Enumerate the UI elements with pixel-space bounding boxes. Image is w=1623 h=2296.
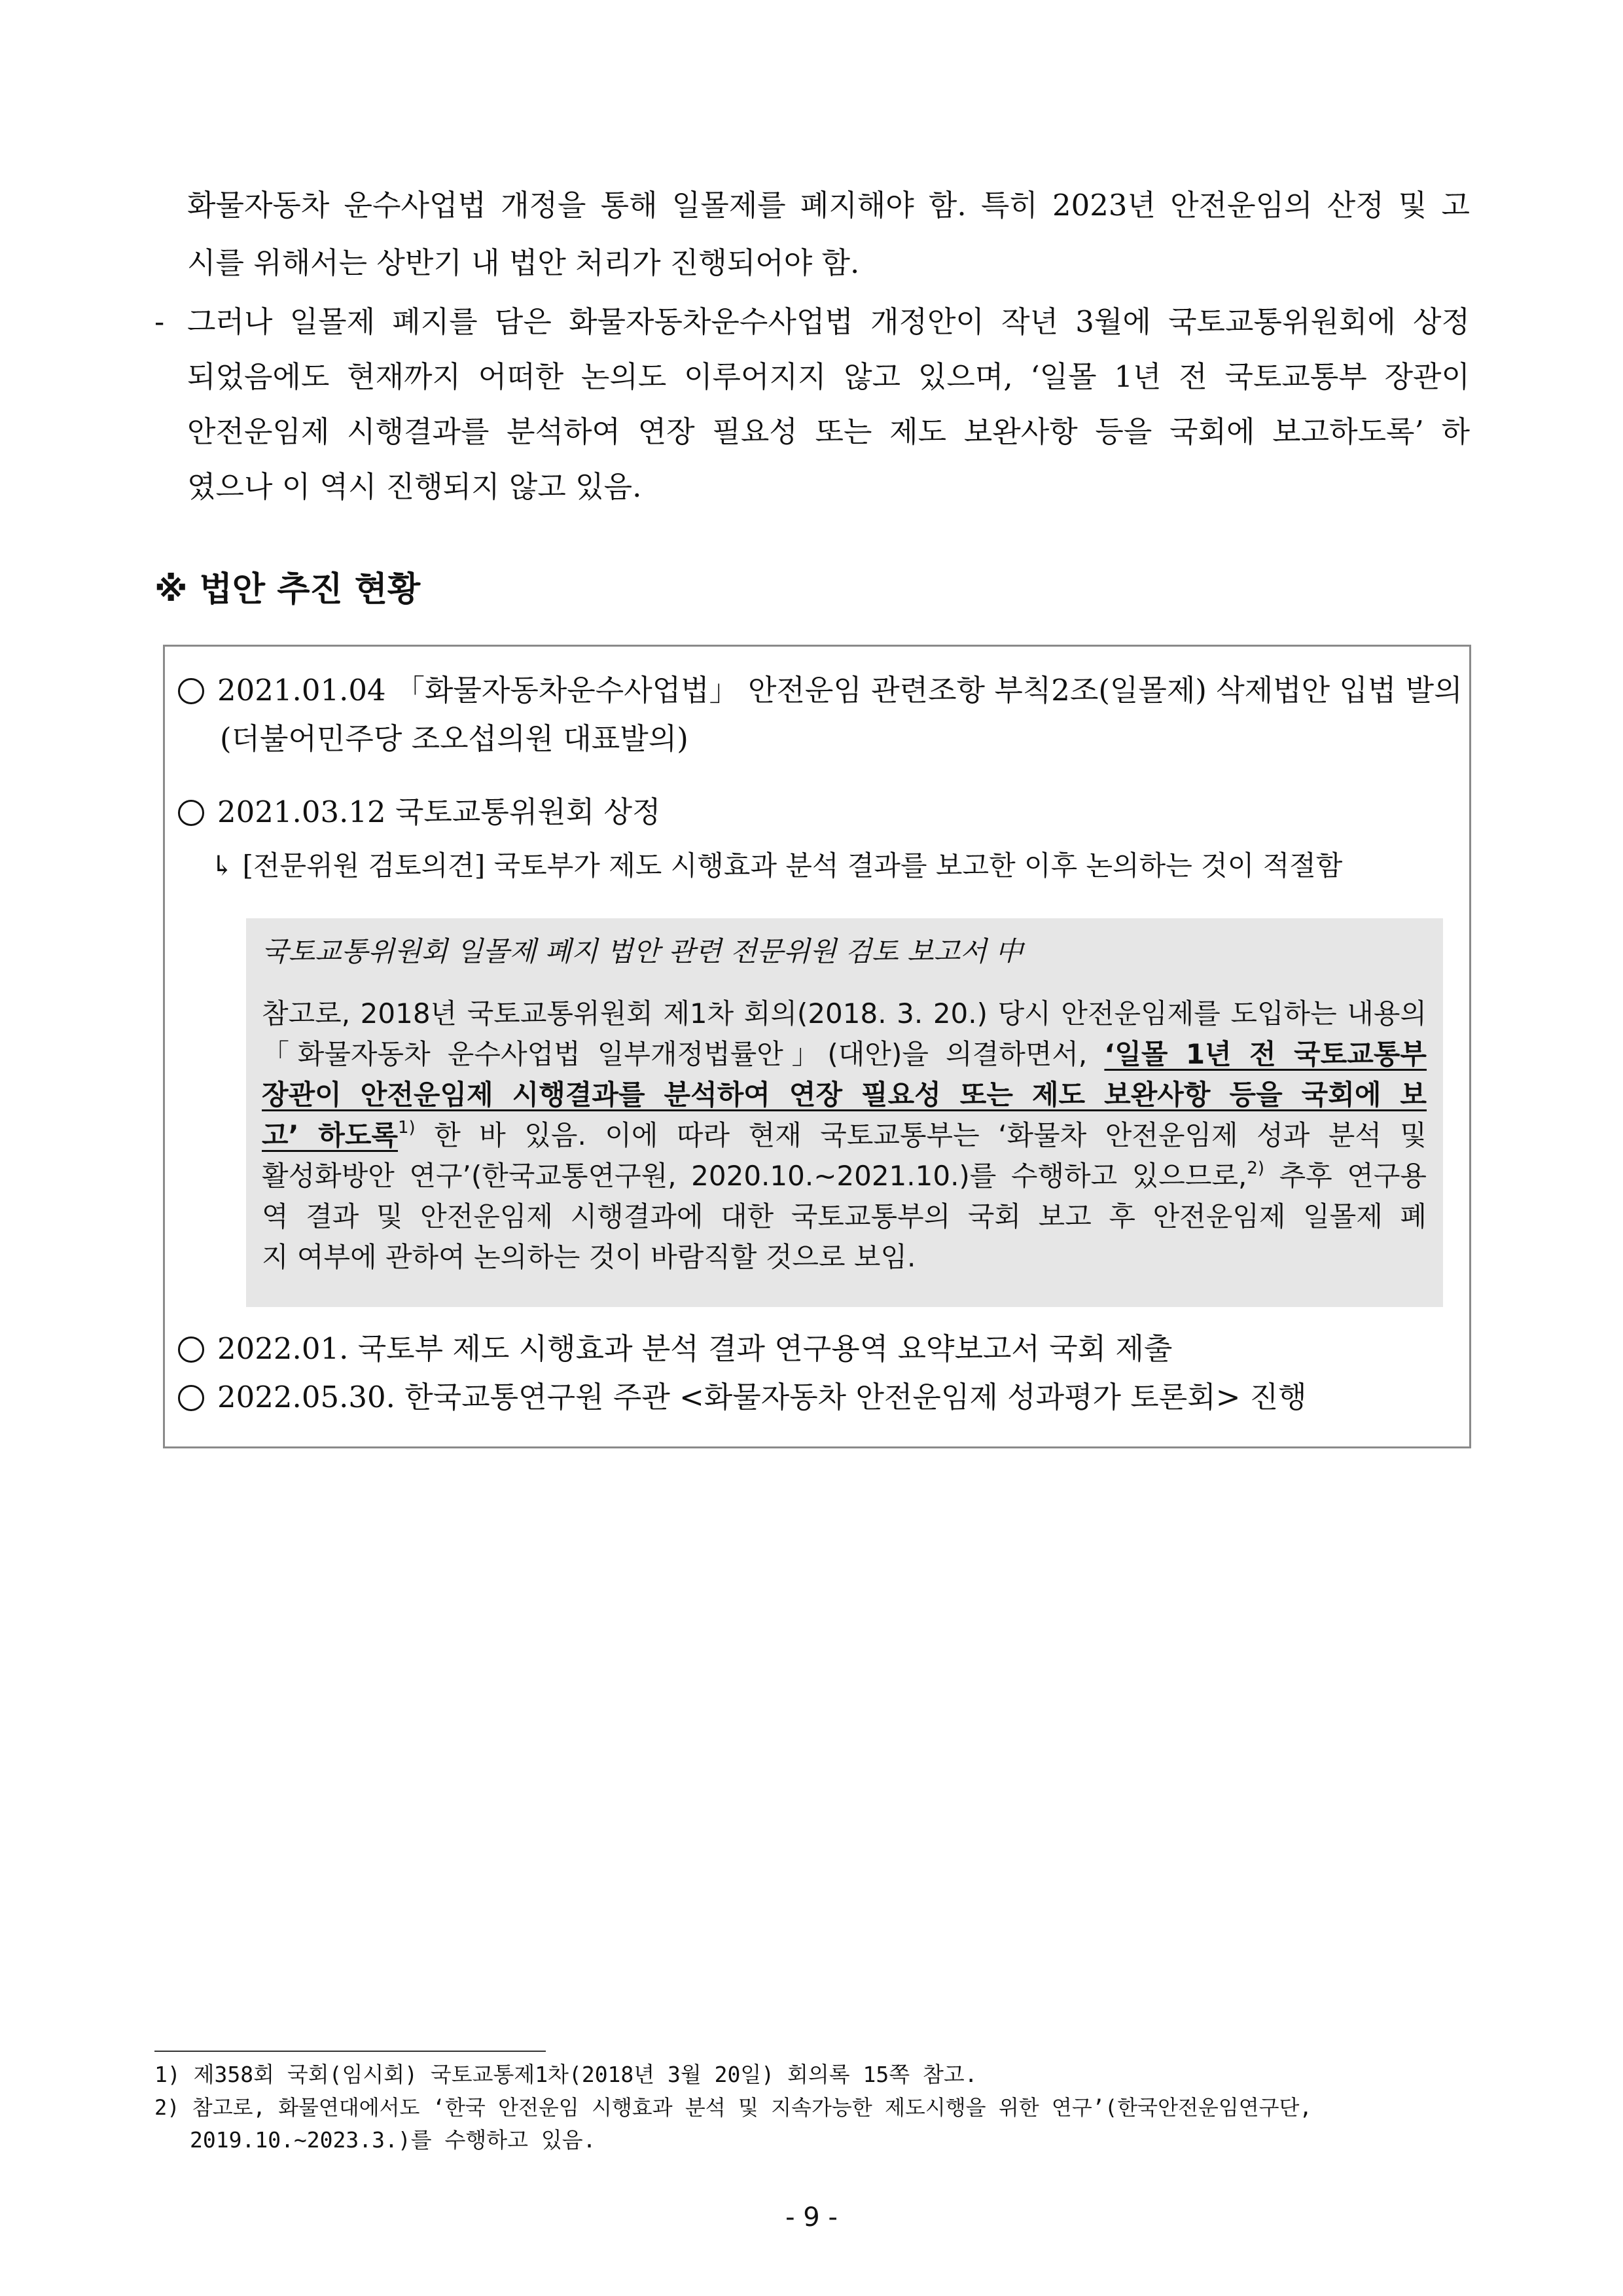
quote-line-4 [262,1115,1427,1156]
quote-line-7: 지 여부에 관하여 논의하는 것이 바람직할 것으로 보임. [262,1241,916,1273]
page-number: - 9 - [785,2202,838,2233]
intro-line-2: 시를 위해서는 상반기 내 법안 처리가 진행되어야 함. [187,245,860,280]
timeline-item-2 [178,792,661,833]
bullet-line-4: 였으나 이 역시 진행되지 않고 있음. [187,469,642,504]
review-opinion: ↳ [전문위원 검토의견] 국토부가 제도 시행효과 분석 결과를 보고한 이후 논의하는 것이 적절함 [211,850,1343,882]
bullet-line-3: 안전운임제 시행결과를 분석하여 연장 필요성 또는 제도 보완사항 등을 국회에 보고하도록’ 하 [187,414,1470,449]
section-heading: ※ 법안 추진 현황 [154,570,421,609]
circle-bullet-icon [178,1336,204,1363]
quote-line-5b: 추후 연구용 [1264,1160,1427,1192]
timeline-item-2-text: 2021.03.12 국토교통위원회 상정 [217,795,661,829]
timeline-item-4-text: 2022.05.30. 한국교통연구원 주관 <화물자동차 안전운임제 성과평가 토론회> 진행 [217,1380,1307,1414]
footnote-ref-2[interactable]: 2) [1247,1158,1265,1178]
timeline-item-1 [178,670,1463,711]
quote-line-6: 역 결과 및 안전운임제 시행결과에 대한 국토교통부의 국회 보고 후 안전운임제 일몰제 폐 [262,1200,1427,1232]
quote-line-2a: 「화물자동차 운수사업법 일부개정법률안」(대안)을 의결하면서, [262,1038,1105,1070]
quote-line-5 [262,1156,1427,1196]
footnote-1: 1) 제358회 국회(임시회) 국토교통제1차(2018년 3월 20일) 회의록 15쪽 참고. [154,2062,978,2087]
quote-underline-1: ‘일몰 1년 전 국토교통부 [1104,1038,1427,1070]
footnote-divider [154,2051,546,2052]
timeline-item-1-text: 2021.01.04 「화물자동차운수사업법」 안전운임 관련조항 부칙2조(일몰제) 삭제법안 입법 발의 [217,673,1463,708]
quote-underline-3: 고’ 하도록 [262,1119,399,1151]
timeline-item-1-sub: (더불어민주당 조오섭의원 대표발의) [220,721,688,756]
circle-bullet-icon [178,678,204,704]
quote-underline-2: 장관이 안전운임제 시행결과를 분석하여 연장 필요성 또는 제도 보완사항 등을 국회에 보 [262,1079,1427,1111]
quote-line-5a: 활성화방안 연구’(한국교통연구원, 2020.10.~2021.10.)를 수행하고 있으므로, [262,1160,1247,1192]
bullet-line-1: 그러나 일몰제 폐지를 담은 화물자동차운수사업법 개정안이 작년 3월에 국토교통위원회에 상정 [187,304,1470,339]
quote-line-1: 참고로, 2018년 국토교통위원회 제1차 회의(2018. 3. 20.) 당시 안전운임제를 도입하는 내용의 [262,997,1427,1030]
footnote-2: 2) 참고로, 화물연대에서도 ‘한국 안전운임 시행효과 분석 및 지속가능한 제도시행을 위한 연구’(한국안전운임연구단, [154,2095,1312,2120]
bullet-line-2: 되었음에도 현재까지 어떠한 논의도 이루어지지 않고 있으며, ‘일몰 1년 전 국토교통부 장관이 [187,359,1470,394]
quote-title: 국토교통위원회 일몰제 폐지 법안 관련 전문위원 검토 보고서 中 [262,935,1024,967]
quote-line-2 [262,1034,1427,1075]
timeline-item-3 [178,1329,1172,1369]
quote-line-4b: 한 바 있음. 이에 따라 현재 국토교통부는 ‘화물차 안전운임제 성과 분석 및 [415,1119,1427,1151]
footnote-ref-1[interactable]: 1) [398,1118,416,1138]
timeline-item-3-text: 2022.01. 국토부 제도 시행효과 분석 결과 연구용역 요약보고서 국회 제출 [217,1331,1173,1366]
circle-bullet-icon [178,800,204,826]
footnote-2-cont: 2019.10.~2023.3.)를 수행하고 있음. [190,2127,596,2153]
intro-line-1: 화물자동차 운수사업법 개정을 통해 일몰제를 폐지해야 함. 특히 2023년 안전운임의 산정 및 고 [187,188,1470,223]
bullet-marker: - [154,304,165,339]
timeline-item-4 [178,1377,1307,1418]
circle-bullet-icon [178,1385,204,1411]
quote-line-3 [262,1075,1427,1115]
